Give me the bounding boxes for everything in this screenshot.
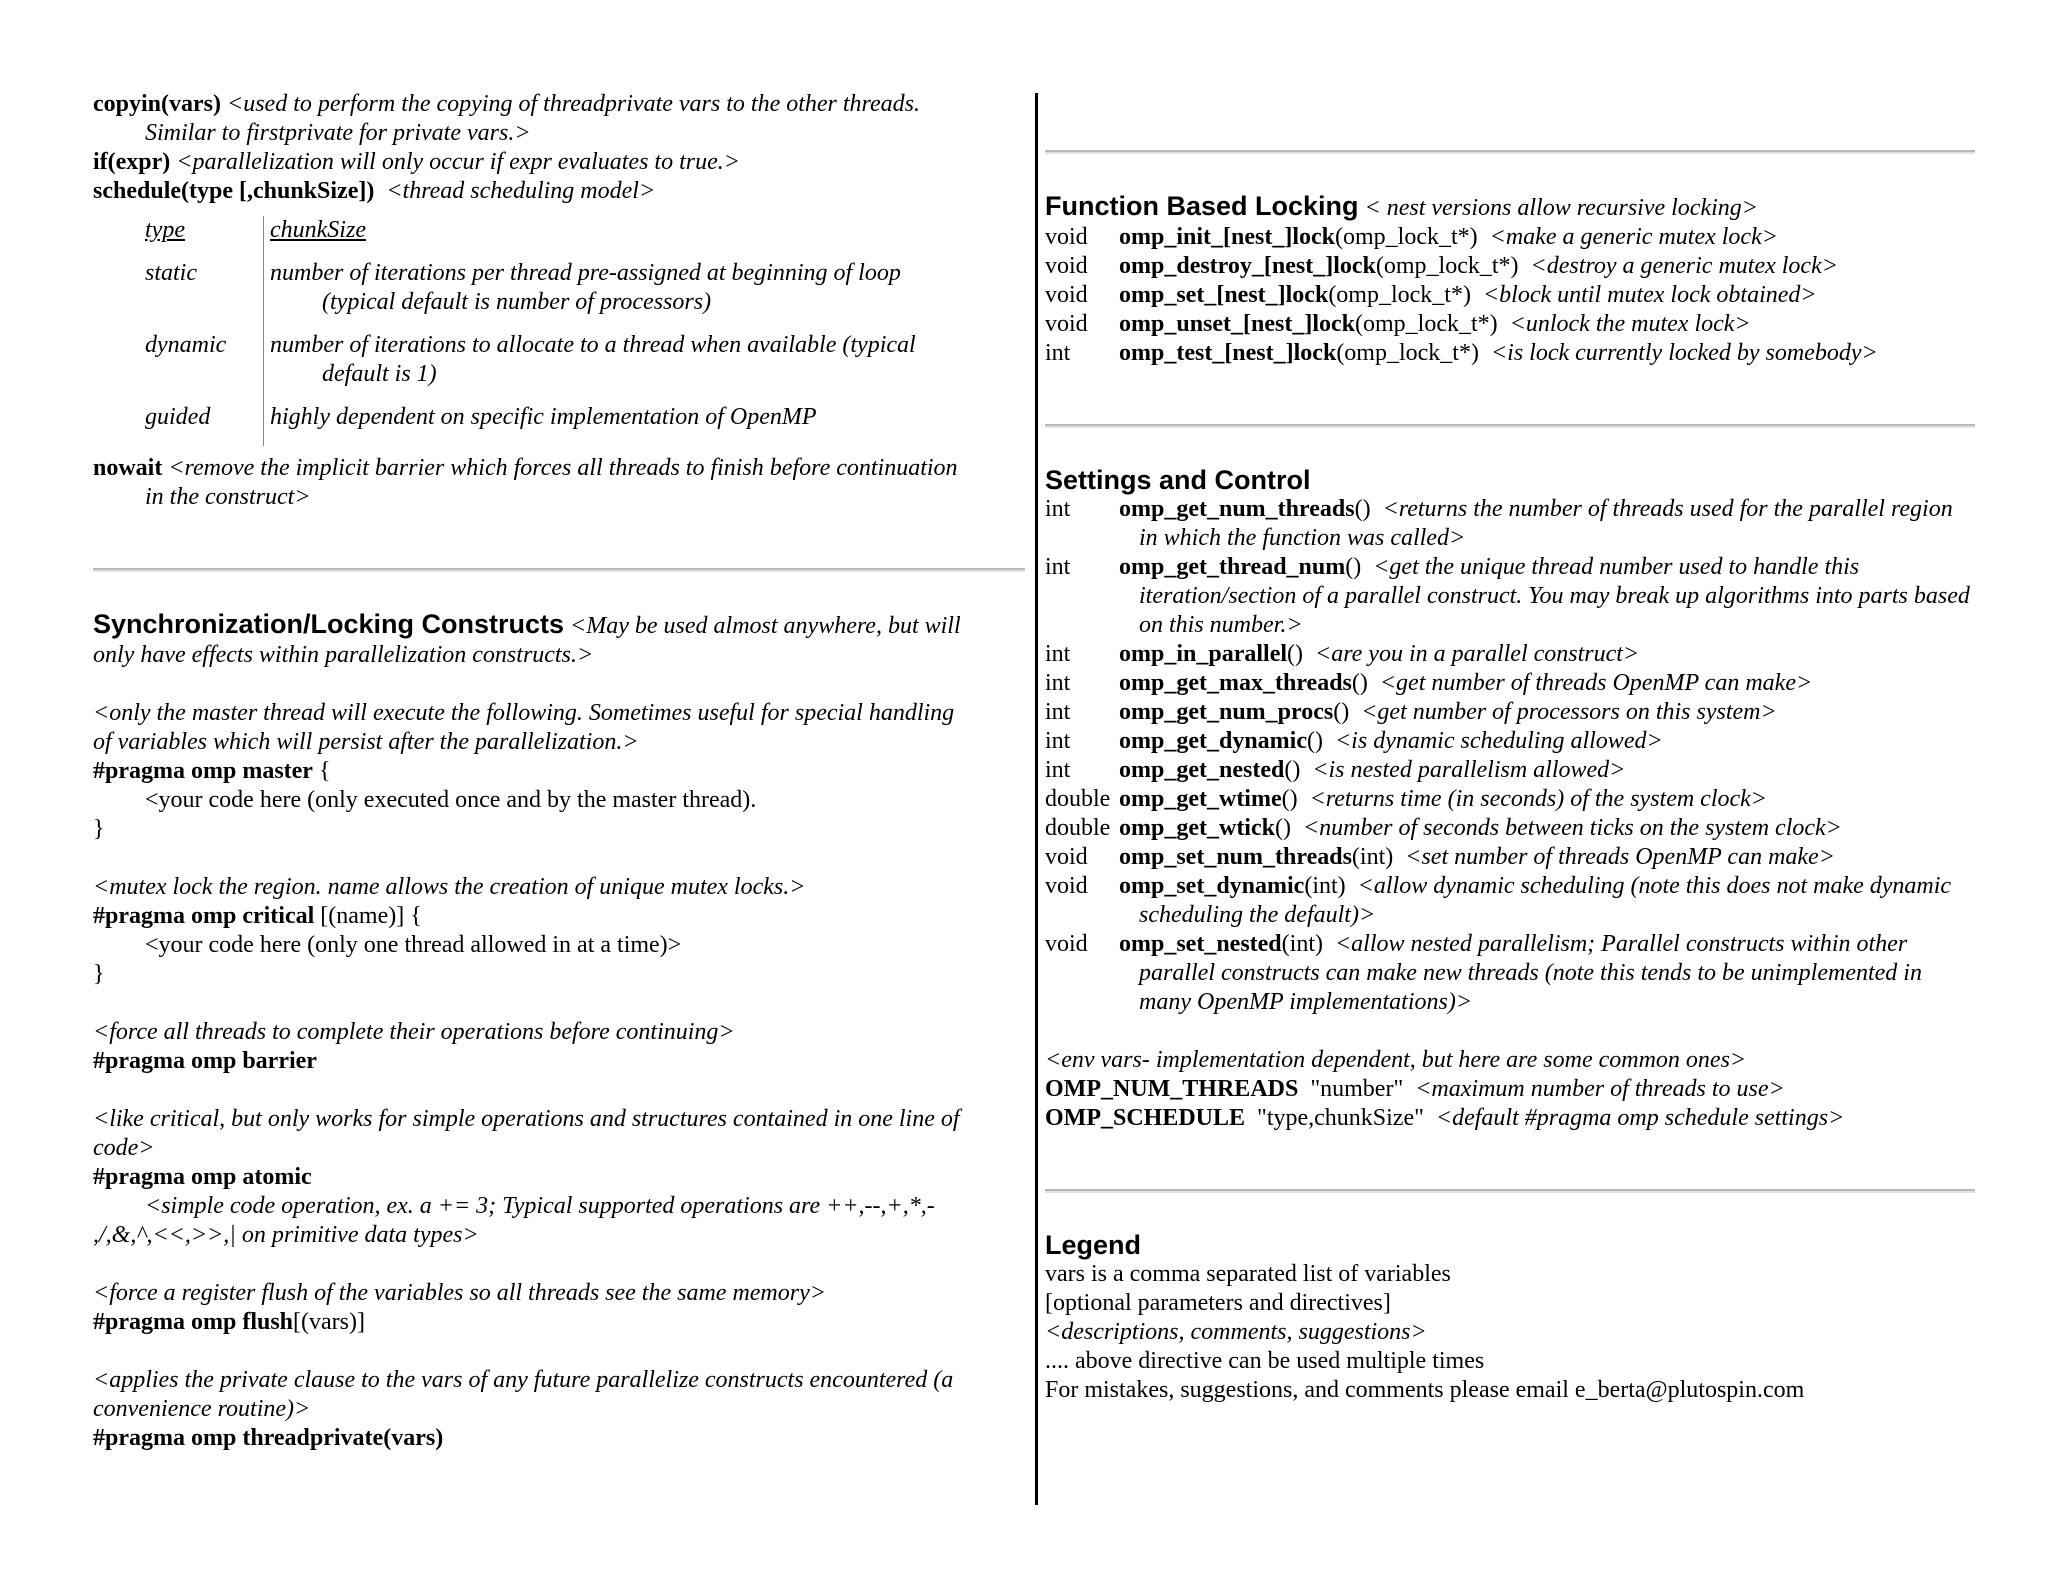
function-name: omp_unset_[nest_]lock	[1119, 311, 1356, 337]
critical-close-brace: }	[93, 961, 105, 987]
atomic-pragma: #pragma omp atomic	[93, 1164, 312, 1190]
copyin-description-cont: Similar to firstprivate for private vars.>	[145, 120, 531, 146]
function-description: <returns time (in seconds) of the system clock>	[1309, 786, 1768, 812]
function-name: omp_set_dynamic	[1119, 873, 1305, 899]
function-args: (omp_lock_t*)	[1335, 224, 1478, 250]
copyin-description: <used to perform the copying of threadprivate vars to the other threads.	[227, 91, 920, 117]
env-var-schedule: OMP_SCHEDULE "type,chunkSize" <default #pragma omp schedule settings>	[1045, 1105, 1845, 1131]
legend-title: Legend	[1045, 1230, 1142, 1260]
return-type: int	[1045, 757, 1071, 783]
function-args: ()	[1287, 641, 1303, 667]
env-var-num-threads: OMP_NUM_THREADS "number" <maximum number of threads to use>	[1045, 1076, 1785, 1102]
function-row	[1045, 814, 1975, 843]
function-row	[1045, 495, 1975, 553]
function-args: ()	[1333, 699, 1350, 725]
schedule-header-chunksize: chunkSize	[270, 217, 366, 243]
return-type: void	[1045, 873, 1088, 899]
barrier-pragma: #pragma omp barrier	[93, 1048, 317, 1074]
return-type: int	[1045, 641, 1071, 667]
return-type: int	[1045, 340, 1071, 366]
function-args: (omp_lock_t*)	[1336, 340, 1479, 366]
legend-line-repeat: .... above directive can be used multiple times	[1045, 1348, 1485, 1374]
if-entry	[93, 148, 1025, 177]
left-column: copyin(vars) <used to perform the copying of threadprivate vars to the other threads. Similar to firstprivate for private vars.> if(expr) <parallelization will only occur if expr evaluates to true.> schedule(type [,chunkSize]) <thread scheduling model> type chunkSize static number of iterations per thread pre-assigned at beginning of loop (typical default is number of processors) dynamic number of iterations to allocate to a thread when available (typical default is 1) guided highly dependent on specific implementation of OpenMP nowait <remove the implicit barrier which forces all threads to finish before continuation in the construct> Synchronization/Locking Constructs <May be used almost anywhere, but will only have effects within parallelization constructs.> <only the master thread will execute the following. Sometimes useful for special handling of variables which will persist after the parallelization.> #pragma omp master { <your code here (only executed once and by the master thread). } <mutex lock the region. name allows the creation of unique mutex locks.> #pragma omp critical [(name)] { <your code here (only one thread allowed in at a time)> } <force all threads to complete their operations before continuing> #pragma omp barrier <like critical, but only works for simple operations and structures contained in one line of code> #pragma omp atomic <simple code operation, ex. a += 3; Typical supported operations are ++,--,+,*,- ,/,&,^,<<,>>,| on primitive data types> <force a register flush of the variables so all threads see the same memory> #pragma omp flush[(vars)] <applies the private clause to the vars of any future parallelize constructs encountered (a convenience routine)> #pragma omp threadprivate(vars)	[93, 90, 1025, 1453]
function-args: ()	[1307, 728, 1323, 754]
function-description: <number of seconds between ticks on the system clock>	[1302, 815, 1842, 841]
function-name: omp_destroy_[nest_]lock	[1119, 253, 1376, 279]
function-description: <block until mutex lock obtained>	[1482, 282, 1817, 308]
return-type: double	[1045, 815, 1111, 841]
return-type: void	[1045, 224, 1088, 250]
atomic-body: <simple code operation, ex. a += 3; Typical supported operations are ++,--,+,*,-	[145, 1193, 935, 1219]
sync-section-description: <May be used almost anywhere, but will	[570, 613, 961, 639]
function-name: omp_get_wtime	[1119, 786, 1282, 812]
return-type: void	[1045, 844, 1088, 870]
function-args: ()	[1284, 757, 1301, 783]
function-args: ()	[1281, 786, 1298, 812]
function-name: omp_get_wtick	[1119, 815, 1275, 841]
function-name: omp_set_nested	[1119, 931, 1282, 957]
function-description: <get the unique thread number used to handle this iteration/section of a parallel construct. You may break up algorithms into parts based on this number.>	[1139, 554, 1970, 638]
right-column	[1045, 90, 1975, 1405]
sync-section-title: Synchronization/Locking Constructs	[93, 609, 565, 639]
schedule-table-header	[145, 216, 916, 259]
function-description: <is lock currently locked by somebody>	[1490, 340, 1878, 366]
schedule-row-dynamic: dynamic number of iterations to allocate to a thread when available (typical default is 1)	[145, 331, 916, 403]
function-row	[1045, 843, 1975, 872]
copyin-keyword: copyin(vars)	[93, 91, 221, 117]
function-args: (int)	[1281, 931, 1323, 957]
master-body: <your code here (only executed once and by the master thread).	[145, 787, 757, 813]
function-name: omp_get_max_threads	[1119, 670, 1352, 696]
function-description: <are you in a parallel construct>	[1315, 641, 1640, 667]
master-close-brace: }	[93, 816, 105, 842]
nowait-description: <remove the implicit barrier which forces all threads to finish before continuation	[168, 455, 958, 481]
locking-section-description: < nest versions allow recursive locking>	[1364, 195, 1758, 221]
barrier-comment: <force all threads to complete their operations before continuing>	[93, 1019, 735, 1045]
return-type: int	[1045, 670, 1071, 696]
function-row	[1045, 553, 1975, 640]
function-name: omp_set_num_threads	[1119, 844, 1352, 870]
return-type: int	[1045, 699, 1071, 725]
function-description: <allow nested parallelism; Parallel constructs within other parallel constructs can make new threads (note this tends to be unimplemented in many OpenMP implementations)>	[1139, 931, 1922, 1015]
function-description: <set number of threads OpenMP can make>	[1405, 844, 1835, 870]
function-row	[1045, 785, 1975, 814]
flush-pragma: #pragma omp flush[(vars)]	[93, 1309, 365, 1335]
master-comment: <only the master thread will execute the following. Sometimes useful for special handling	[93, 700, 955, 726]
schedule-row-static: static number of iterations per thread pre-assigned at beginning of loop (typical default is number of processors)	[145, 259, 916, 331]
sync-section-header	[93, 610, 1025, 641]
function-args: ()	[1351, 670, 1368, 696]
master-pragma: #pragma omp master {	[93, 758, 331, 784]
schedule-description: <thread scheduling model>	[386, 178, 656, 204]
return-type: int	[1045, 728, 1071, 754]
function-row	[1045, 756, 1975, 785]
function-name: omp_set_[nest_]lock	[1119, 282, 1329, 308]
locking-section-header	[1045, 192, 1975, 223]
settings-section-title: Settings and Control	[1045, 465, 1311, 495]
if-description: <parallelization will only occur if expr evaluates to true.>	[176, 149, 740, 175]
function-description: <destroy a generic mutex lock>	[1530, 253, 1838, 279]
critical-pragma: #pragma omp critical [(name)] {	[93, 903, 422, 929]
atomic-comment: <like critical, but only works for simple operations and structures contained in one line of	[93, 1106, 960, 1132]
column-divider	[1035, 93, 1038, 1505]
function-description: <is dynamic scheduling allowed>	[1334, 728, 1663, 754]
function-row	[1045, 698, 1975, 727]
function-name: omp_get_dynamic	[1119, 728, 1307, 754]
if-keyword: if(expr)	[93, 149, 171, 175]
return-type: void	[1045, 282, 1088, 308]
locking-section-title: Function Based Locking	[1045, 191, 1359, 221]
function-args: ()	[1274, 815, 1291, 841]
flush-comment: <force a register flush of the variables so all threads see the same memory>	[93, 1280, 826, 1306]
function-row	[1045, 339, 1975, 368]
return-type: int	[1045, 496, 1071, 522]
function-description: <get number of processors on this system>	[1361, 699, 1777, 725]
nowait-keyword: nowait	[93, 455, 163, 481]
critical-body: <your code here (only one thread allowed in at a time)>	[145, 932, 682, 958]
function-description: <returns the number of threads used for the parallel region in which the function was called>	[1139, 496, 1953, 551]
function-args: (omp_lock_t*)	[1375, 253, 1519, 279]
function-args: (int)	[1351, 844, 1394, 870]
legend-line-optional: [optional parameters and directives]	[1045, 1290, 1391, 1316]
function-description: <make a generic mutex lock>	[1489, 224, 1778, 250]
function-row	[1045, 930, 1975, 1017]
function-args: ()	[1345, 554, 1362, 580]
function-description: <allow dynamic scheduling (note this does not make dynamic scheduling the default)>	[1139, 873, 1952, 928]
schedule-entry	[93, 177, 1025, 206]
function-description: <get number of threads OpenMP can make>	[1379, 670, 1813, 696]
legend-line-contact: For mistakes, suggestions, and comments please email e_berta@plutospin.com	[1045, 1377, 1805, 1403]
settings-list	[1045, 495, 1975, 1017]
function-row	[1045, 223, 1975, 252]
return-type: void	[1045, 253, 1088, 279]
function-args: (omp_lock_t*)	[1355, 311, 1498, 337]
function-name: omp_get_thread_num	[1119, 554, 1346, 580]
function-row	[1045, 281, 1975, 310]
return-type: double	[1045, 786, 1111, 812]
function-args: (omp_lock_t*)	[1328, 282, 1471, 308]
critical-comment: <mutex lock the region. name allows the creation of unique mutex locks.>	[93, 874, 806, 900]
legend-line-descriptions: <descriptions, comments, suggestions>	[1045, 1319, 1427, 1345]
function-row	[1045, 669, 1975, 698]
nowait-entry	[93, 454, 1025, 483]
function-name: omp_get_nested	[1119, 757, 1285, 783]
function-name: omp_test_[nest_]lock	[1119, 340, 1337, 366]
schedule-keyword: schedule(type [,chunkSize])	[93, 178, 375, 204]
function-name: omp_init_[nest_]lock	[1119, 224, 1335, 250]
function-description: <unlock the mutex lock>	[1509, 311, 1751, 337]
env-comment: <env vars- implementation dependent, but here are some common ones>	[1045, 1047, 1747, 1073]
function-row	[1045, 310, 1975, 339]
threadprivate-pragma: #pragma omp threadprivate(vars)	[93, 1425, 444, 1451]
function-args: (int)	[1304, 873, 1346, 899]
legend-line-vars: vars is a comma separated list of variables	[1045, 1261, 1451, 1287]
function-row	[1045, 872, 1975, 930]
function-description: <is nested parallelism allowed>	[1312, 757, 1626, 783]
threadprivate-comment: <applies the private clause to the vars of any future parallelize constructs encountered (a	[93, 1367, 954, 1393]
schedule-row-guided: guided highly dependent on specific implementation of OpenMP	[145, 403, 916, 446]
function-row	[1045, 252, 1975, 281]
return-type: void	[1045, 931, 1088, 957]
function-name: omp_get_num_procs	[1119, 699, 1334, 725]
return-type: int	[1045, 554, 1071, 580]
function-row	[1045, 727, 1975, 756]
schedule-table	[145, 216, 916, 446]
schedule-header-type: type	[145, 217, 185, 243]
function-name: omp_in_parallel	[1119, 641, 1288, 667]
return-type: void	[1045, 311, 1088, 337]
function-row	[1045, 640, 1975, 669]
function-args: ()	[1354, 496, 1371, 522]
copyin-entry	[93, 90, 1025, 119]
function-name: omp_get_num_threads	[1119, 496, 1355, 522]
locking-list	[1045, 223, 1975, 368]
